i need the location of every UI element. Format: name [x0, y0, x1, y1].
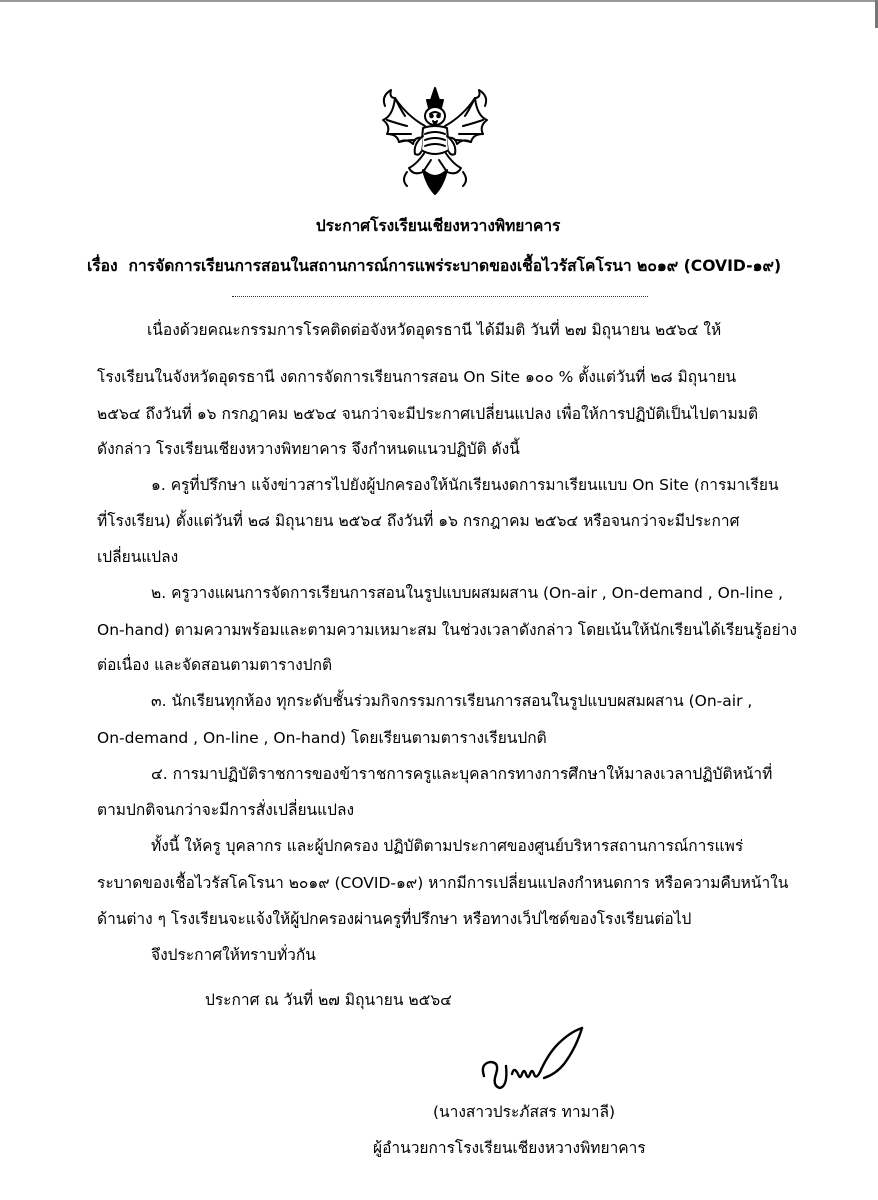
closing-line-4: จึงประกาศให้ทราบทั่วกัน: [151, 946, 316, 964]
item-3-line-1: ๓. นักเรียนทุกห้อง ทุกระดับชั้นร่วมกิจกรรมการเรียนการสอนในรูปแบบผสมผสาน (On-air ,: [151, 692, 753, 710]
garuda-emblem-icon: [377, 86, 493, 198]
intro-line-3: ๒๕๖๔ ถึงวันที่ ๑๖ กรกฎาคม ๒๕๖๔ จนกว่าจะมีประกาศเปลี่ยนแปลง เพื่อให้การปฏิบัติเป็นไปตามมติ: [97, 405, 759, 423]
handwritten-signature: [478, 1024, 588, 1096]
item-4-line-2: ตามปกติจนกว่าจะมีการสั่งเปลี่ยนแปลง: [97, 801, 355, 819]
intro-line-2: โรงเรียนในจังหวัดอุดรธานี งดการจัดการเรียนการสอน On Site ๑๐๐ % ตั้งแต่วันที่ ๒๘ มิถุนายน: [97, 368, 737, 386]
item-1-line-2: ที่โรงเรียน) ตั้งแต่วันที่ ๒๘ มิถุนายน ๒๕๖๔ ถึงวันที่ ๑๖ กรกฎาคม ๒๕๖๔ หรือจนกว่าจะมีประกาศ: [97, 512, 740, 530]
item-1-line-3: เปลี่ยนแปลง: [97, 548, 179, 566]
item-1-line-1: ๑. ครูที่ปรึกษา แจ้งข่าวสารไปยังผู้ปกครองให้นักเรียนงดการมาเรียนแบบ On Site (การมาเรียน: [151, 476, 779, 494]
announcement-title: ประกาศโรงเรียนเชียงหวางพิทยาคาร: [315, 216, 561, 235]
closing-line-1: ทั้งนี้ ให้ครู บุคลากร และผู้ปกครอง ปฏิบัติตามประกาศของศูนย์บริหารสถานการณ์การแพร่: [151, 837, 744, 855]
dotted-divider: [232, 296, 648, 297]
item-2-line-2: On-hand) ตามความพร้อมและตามความเหมาะสม ในช่วงเวลาดังกล่าว โดยเน้นให้นักเรียนได้เรียนรู้อย่าง: [97, 621, 797, 639]
item-4-line-1: ๔. การมาปฏิบัติราชการของข้าราชการครูและบุคลากรทางการศึกษาให้มาลงเวลาปฏิบัติหน้าที่: [151, 765, 773, 783]
date-line: ประกาศ ณ วันที่ ๒๗ มิถุนายน ๒๕๖๔: [205, 991, 452, 1009]
item-3-line-2: On-demand , On-line , On-hand) โดยเรียนตามตารางเรียนปกติ: [97, 729, 547, 747]
item-2-line-3: ต่อเนื่อง และจัดสอนตามตารางปกติ: [97, 656, 333, 674]
intro-line-1: เนื่องด้วยคณะกรรมการโรคติดต่อจังหวัดอุดรธานี ได้มีมติ วันที่ ๒๗ มิถุนายน ๒๕๖๔ ให้: [147, 321, 722, 339]
announcement-subject: [6, 254, 862, 279]
page-top-edge: [0, 0, 878, 2]
closing-line-3: ด้านต่าง ๆ โรงเรียนจะแจ้งให้ผู้ปกครองผ่านครูที่ปรึกษา หรือทางเว็ปไซด์ของโรงเรียนต่อไป: [97, 910, 692, 928]
signer-position: ผู้อำนวยการโรงเรียนเชียงหวางพิทยาคาร: [373, 1139, 646, 1157]
signer-name: (นางสาวประภัสสร ทามาลี): [433, 1103, 616, 1121]
intro-line-4: ดังกล่าว โรงเรียนเชียงหวางพิทยาคาร จึงกำหนดแนวปฏิบัติ ดังนี้: [97, 440, 520, 458]
closing-line-2: ระบาดของเชื้อไวรัสโคโรนา ๒๐๑๙ (COVID-๑๙) หากมีการเปลี่ยนแปลงกำหนดการ หรือความคืบหน้าใน: [97, 874, 789, 892]
subject-prefix: เรื่อง: [86, 256, 118, 275]
subject-text: การจัดการเรียนการสอนในสถานการณ์การแพร่ระบาดของเชื้อไวรัสโคโรนา ๒๐๑๙ (COVID-๑๙): [128, 256, 782, 275]
item-2-line-1: ๒. ครูวางแผนการจัดการเรียนการสอนในรูปแบบผสมผสาน (On-air , On-demand , On-line ,: [151, 584, 784, 602]
